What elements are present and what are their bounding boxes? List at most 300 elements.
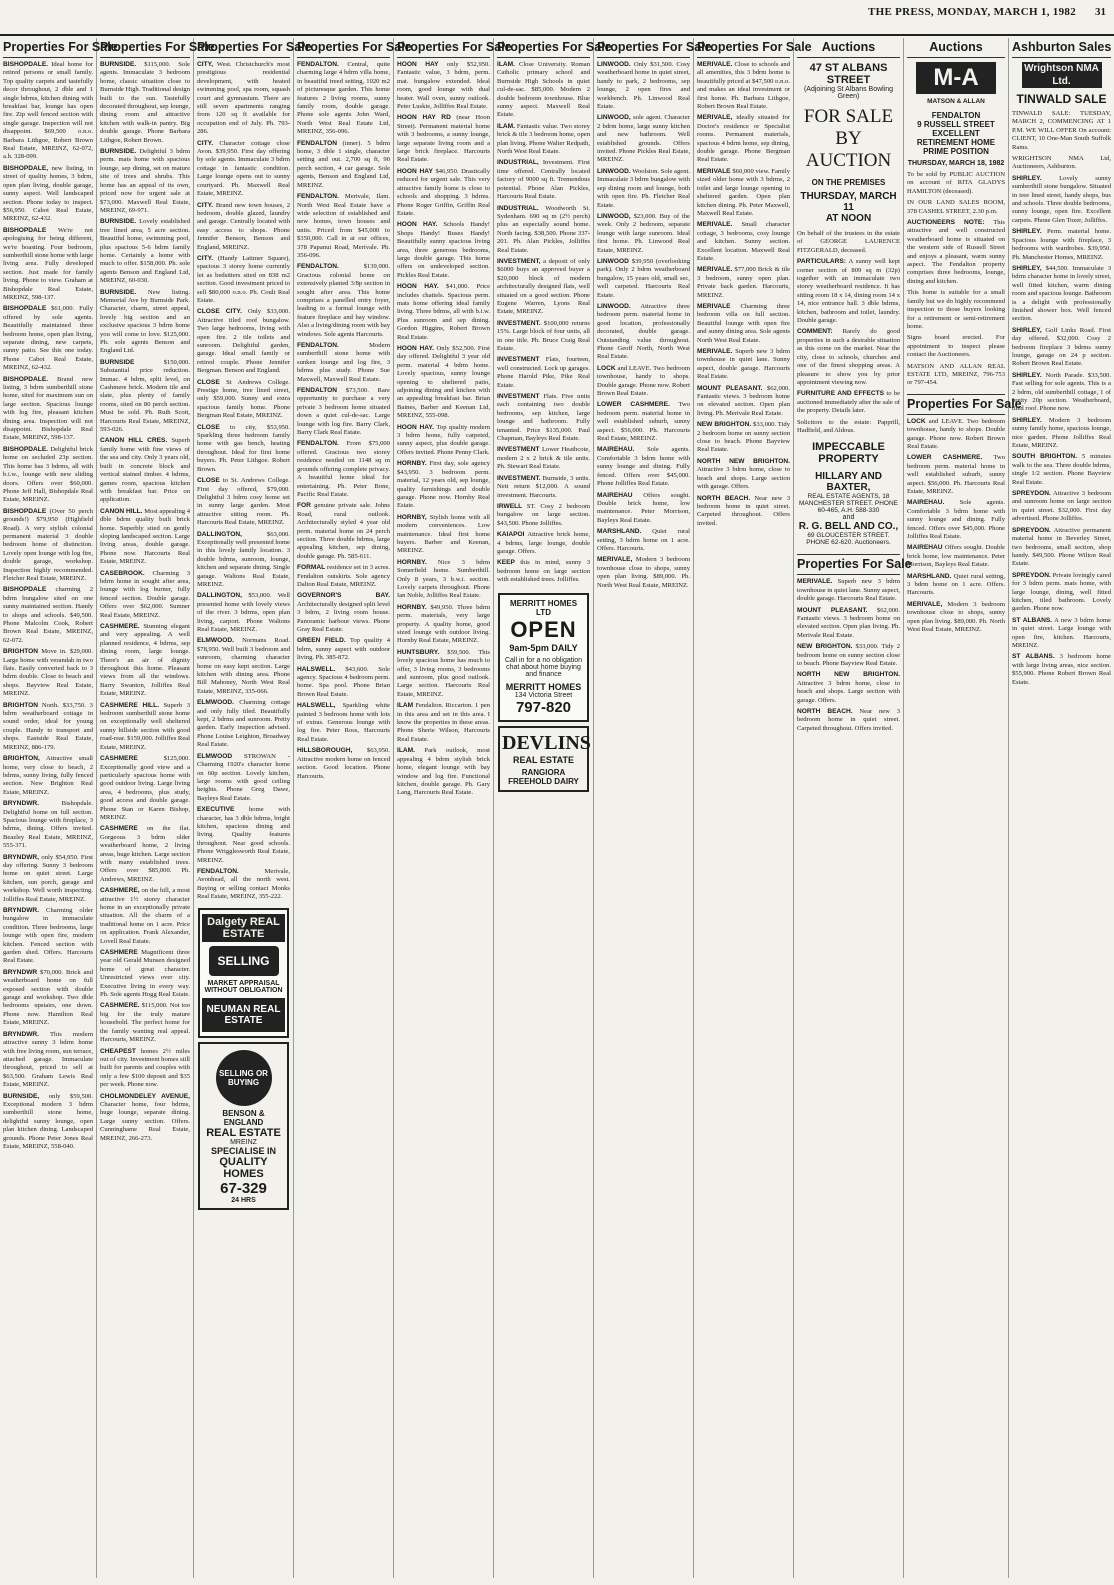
ad-list [497,61,590,585]
firm-2: R. G. BELL AND CO., [798,521,899,533]
classified-ad [1012,155,1111,172]
auction2-suburb: FENDALTON [931,111,981,120]
classified-ad [197,140,290,199]
classified-ad [907,454,1005,496]
ad-heading: CASHMERE. [100,623,140,630]
ad-text: only $59,500. Exceptional modern 3 bdrm sumberthill stone home, delightful sunny lounge, open plan kitchen dining. Landscaped grounds. Phone Peter Jones Real Estate, MREINZ, 558-040. [3,1092,93,1150]
ad-text: Top quality 4 bdrm, sunny aspect with outdoor living. Ph. 385-872. [297,637,390,662]
ad-text: Private lovingly cared for 3 bdrm perm. mats home, with large lounge, dining, well fitted kitchen, tiled bathroom. Lovely garden. Phone now. [1012,571,1111,613]
ad-list [3,61,93,1151]
classified-ad [3,755,93,797]
ad-heading: BURNSIDE. [100,218,137,226]
ad-list [197,61,290,902]
firm-1-details: REAL ESTATE AGENTS, 18 MANCHESTER STREET. PHONE 60-465, A.H. 588-330 [799,493,898,515]
ad-text: (inner). 5 bdrm home, 3 dble 1 single, character setting and out. 2,700 sq ft, 90 perch section, 4 car garage. Sole agents, Benson and England Ltd, MREINZ. [297,139,390,189]
ad-text: only $52,950. Fantastic value, 3 bdrm, perm. mat. bungalow extended. Ideal room, good lounge with dual heater. Wall oven, sunny outlook. Peter Luskie, Jolliffes Real Estate. [397,61,491,111]
classified-ad [597,528,690,553]
ad-heading: SPREYDON. [1012,490,1051,498]
ad-text: on the hill, a most attractive 1½ storey character home in an exceptionally private situation. All the charm of a traditional home on 1 acre. Price on application. Frank Alexander, Lovell Real Estate. [100,887,190,945]
classified-ad [3,1093,93,1152]
classified-ad [497,393,590,443]
ad-text: $62,000. Fantastic views. 3 bedroom home on elevated section. Open plan living. Ph. Merivale Real Estate. [797,606,900,639]
ad-text: Ideal home for retired persons or small family. Top quality carpets and tastefully decor throughout, 2 dble and 1 single bdrms, kitchen dining with breakfast bar, lounge has open fire. Zip well fenced section with single garage. Inspection will not disappoint. $69,500 o.n.o. Barbara Lithgoe, Robert Brown Real Estate, MREINZ, 62-072, a.h. 328-099. [3,61,93,161]
classified-ad [397,168,490,218]
ad-heading: CITY, [197,61,214,68]
classified-ad [100,437,190,504]
ad-text: Attractive 3 bdrm home, close to beach and shops. Large section with garage. Offers. [697,466,790,491]
ad-text: Stylish home with all modern conveniences. Low maintenance. Ideal first home buyers. Barber and Keenan, MREINZ. [397,513,490,555]
ad-text: $77,000 Brick & tile 3 bedroom, sunny open plan. Private back garden. Harcourts, MREINZ. [697,266,790,299]
ad-heading: BISHOPDALE [3,305,47,313]
ad-heading: MARSHLAND. [597,528,642,536]
column-heading: Properties For Sale [3,38,93,58]
auction-headline: FOR SALE BY AUCTION [803,106,894,171]
ad-text: 3 bedroom home with large living areas, nice section. $55,900. Phone Robert Brown Real Estate. [1012,653,1111,686]
ad-text: West. Christchurch's most prestigious residential development, with heated swimming pool, spa room, squash court and gymnasium. There are still seven apartments ranging from 120 sq ft available for occupation end of July. Ph. 793-286. [197,61,290,136]
ad-heading: INDUSTRIAL, [497,159,539,167]
classified-ad [297,140,390,190]
classified-ad [597,258,690,300]
publication-date: THE PRESS, MONDAY, MARCH 1, 1982 [867,6,1076,18]
classified-ad [100,825,190,884]
classified-ad [197,379,290,421]
ad-text: $33,000. Tidy 2 bedroom home on sunny section close to beach. Phone Bayview Real Estate. [697,421,790,454]
hours-label: 24 HRS [231,1196,256,1204]
quality-homes-label: QUALITY HOMES [219,1155,268,1180]
ad-text: Normans Road. $78,950. Well built 3 bedroom and sunroom, charming character home on easy kept section. Large kitchen with dining area. Phone Bill Mahoney, North West Real Estate, MREINZ, 335-066. [197,637,290,695]
ad-heading: INVESTMENT. [497,474,541,482]
ad-heading: BURNSIDE, [3,1092,40,1100]
column-heading: Properties For Sale [497,38,590,58]
column-heading: Properties For Sale [797,554,900,575]
classified-ad [3,854,93,904]
ad-text: Top quality modern 3 bdrm home, fully carpeted, sunny aspect, plus double garage. Offers invited. Phone Penny Clark. [397,423,491,456]
ad-heading: CLOSE [197,477,220,485]
ad-heading: HORNBY. [397,558,427,566]
ad-heading: NORTH BEACH. [797,708,853,716]
ad-heading: INVESTMENT, [497,257,541,265]
firm-2-details: 69 GLOUCESTER STREET. PHONE 62-620. Auctioneers. [806,532,891,547]
ad-text: $41,000. Price includes chattels. Spacious perm. mats home offering ideal family living. Three bdrms, all with b.i.w. Plus sunroom and sep dining. Gordon Higgins, Robert Brown Real Estate. [397,283,490,341]
ad-heading: BRYNDWR. [3,907,40,914]
masthead [0,0,1114,36]
ad-text: Brand new town houses, 2 bedroom, double glazed, laundry and garage. Centrally located with easy access to shops. Phone Jennifer Benson, Benson and England, MREINZ. [197,201,291,251]
ad-heading: HUNTSBURY. [397,648,440,656]
classified-ad [907,418,1005,452]
classified-ad [3,907,93,966]
ad-list [1012,110,1111,687]
selling-buying-circle: SELLING OR BUYING [216,1050,272,1106]
ad-text: ideally situated for Doctor's residence or Specialist rooms. Permanent materials, spacious 4 bdrm home, sep dining, double garage. Phone Bergman Real Estate. [697,114,790,164]
classified-ad [697,168,790,218]
ad-text: Schools Handy! Shops Handy! Buses Handy! Beautifully sunny spacious living area, three generous bedrooms, large double garage. This home offers on undeveloped section. Pickles Real Estate. [397,221,490,279]
classified-ad [797,230,900,255]
ad-heading: FENDALTON. [297,440,339,448]
classified-ad [1012,653,1111,687]
ad-heading: MERIVALE, [597,556,633,564]
ad-heading: MERIVALE, [697,114,733,122]
column-heading: Properties For Sale [907,394,1005,415]
ad-heading: ELMWOOD [197,752,233,760]
auction-address: 47 ST ALBANS STREET [809,62,888,86]
real-estate-label: REAL ESTATE [206,1126,281,1139]
classified-ad [597,492,690,526]
ad-text: TINWALD SALE: TUESDAY, MARCH 2, COMMENCING AT 1 P.M. WE WILL OFFER On account: CLIENT, 10 One-Man South Suffolk Rams. [1012,110,1111,151]
ad-text: Character cottage close Avon. $39,950. First day offering by sole agents. Immaculate 3 bdrm cottage in fantastic condition. Large lounge opens out to sunny courtyard. Ph. Maxwell Real Estate, MREINZ. [197,139,290,198]
ad-heading: CLOSE [197,378,220,386]
ad-heading: PARTICULARS: [797,258,846,266]
ad-text: Sparkling white painted 3 bedroom home with lots of extras. Generous lounge with log fire. Peter Ross, Harcourts Real Estate. [297,702,390,743]
ad-heading: CLOSE CITY. [197,308,242,316]
ad-text: Architecturally designed split level 3 bdrm, 2 living room house. Panoramic harbour views. Phone Gray Real Estate. [297,600,390,633]
ad-text: $70,000. Brick and weatherboard home on full exposed section with double garage and workshop. Two dble bedrooms upstairs, one down. Phone now. Hamilton Real Estate, MREINZ. [3,968,93,1027]
ad-heading: HORNBY. [397,603,427,611]
classified-ad [597,556,690,590]
ad-text: $49,950. Three bdrm perm. materials, very large property. A quality home, good sized lounge with outdoor living. Hornby Real Estate, MREINZ. [397,603,490,645]
ad-text: Lovely sunny sumberthill stone bungalow. Situated in tree lined street, handy shops, bus and schools. Three double bedrooms, sunny lounge, open fire. Excellent carpets. Phone Glen Tozer, Jolliffes. [1012,174,1111,224]
classified-ad [497,531,590,556]
ad-heading: MERIVALE, [907,600,943,608]
ad-heading: LOCK [907,417,926,425]
ad-list [697,61,790,528]
ad-heading: MERIVALE. [697,221,733,229]
classified-ad [497,258,590,317]
ad-heading: HORNBY. [397,460,427,468]
ad-heading: KAIAPOI [497,531,525,539]
ad-text: Superb new 3 bdrm townhouse in quiet lane. Sunny aspect, double garage. Harcourts Real Estate. [797,578,900,603]
ad-heading: CASHMERE, [100,887,140,895]
classified-ad [907,573,1005,598]
ad-text: Park outlook, most appealing 4 bdrm stylish brick home, elegant lounge with bay window and log fire. Functional kitchen, double garage. Ph. Gary Lang, Harcourts Real Estate. [397,747,490,797]
ad-heading: ILAM. [497,122,515,130]
ad-heading: BURNSIDE. [100,148,137,156]
ad-heading: IRWELL [497,502,523,510]
ad-text: Quiet rural setting, 3 bdrm home on 1 acre. Offers. Harcourts. [597,528,690,552]
column-ashburton [1009,38,1114,1578]
classified-ad [3,702,93,752]
column-heading: Properties For Sale [197,38,290,58]
ad-heading: HOON HAY. [397,423,434,431]
ad-text: Flats, fourteen, well constructed. Lock up garages. Phone Harold Pike, Pike Real Estate. [497,356,590,389]
ad-text: Modern 3 bedroom townhouse close to shops, sunny open plan living. $89,000. Ph. North West Real Estate, MREINZ. [907,600,1005,634]
ad-text: Modern 3 bedroom sunny family home, spacious lounge, nice garden. Phone Jolliffes Real Estate, MREINZ. [1012,416,1111,450]
classified-ad [297,747,390,781]
phone-number: 67-329 [220,1179,267,1197]
ad-heading: NEW BRIGHTON. [797,643,853,651]
ad-heading: LOWER CASHMERE. [907,454,983,462]
ad-heading: FORMAL [297,564,326,572]
ad-text: Quiet rural setting, 3 bdrm home on 1 acre. Offers. Harcourts. [907,572,1005,597]
ad-text: $59,500. This lovely spacious home has much to offer, 3 living rooms, 3 bedrooms and sunroom, plus good outlook. Large section. Harcourts Real Estate, MREINZ. [397,648,490,698]
ad-heading: ELMWOOD. [197,699,234,707]
ad-text: residence set in 3 acres. Fendalton outskirts. Sole agency Dalton Real Estate, MREINZ. [297,564,390,588]
ad-heading: BISHOPDALE. [3,375,49,383]
classified-ad [3,165,93,224]
ad-heading: MAIREHAU [907,544,943,552]
ad-heading: KEEP [497,559,515,567]
column-heading: Properties For Sale [697,38,790,58]
ad-text: $44,500. Immaculate 3 bdrm character home in lovely street, well fitted kitchen, warm dining room and spacious lounge. Bathroom is a delight with professionally finished shower box. Well fenced section. [1012,264,1111,323]
classified-ad [1012,453,1111,487]
ad-text: genuine private sale. Johns Road, rural outlook. Architecturally styled 4 year old perm. material home on 24 perch section. Three double bdrms, large appealing kitchen, sep dining, double garage. Ph. 585-611. [297,502,390,560]
classified-ad [907,363,1005,388]
classified-ad [497,559,590,584]
ad-text: home with character, has 3 dble bdrms, bright kitchen, spacious dining and living. Quality features throughout. Near good schools. Phone Wrigglesworth Real Estate, MREINZ. [197,806,290,864]
classified-ad [3,1031,93,1090]
classified-ad [1012,175,1111,225]
ad-text: charming 2 bdrm bungalow sited on one sunny maintained section. Handy to shops and schools. $49,500. Phone Malcolm Cook, Robert Brown Real Estate, MREINZ, 62-072. [3,586,93,644]
classified-ad [1012,372,1111,414]
ad-heading: ILAM. [497,61,515,68]
open-label: OPEN [510,616,577,642]
ad-text: Magnificent three year old Gerald Munsen designed home of great character. Unrestricted views over city. Executive living in every way. Ph. Sole agents Hogg Real Estate. [100,949,190,999]
classified-ad [497,61,590,120]
ad-text: (Handy Latimer Square), spacious 3 storey home currently let as bedsitters sited on 838 m2 section. Good investment priced to sell $80,000 o.n.o. Ph. Coult Real Estate. [197,254,290,304]
ad-heading: ELMWOOD. [197,637,234,645]
ad-text: We're not apologising for being different, we're boasting. Four bedroom, sumberthill stone home with large living area. Fully developed section. Just made for family living. Phone to view. Graham at Bishopdale Real Estate, MREINZ, 598-137. [3,226,93,301]
ad-heading: MERIVALE. [697,348,733,355]
ad-heading: BISHOPDALE [3,507,47,515]
classified-ad [397,424,490,458]
classified-ad [297,61,390,137]
ad-text: On behalf of the trustees in the estate of GEORGE LAURENCE FITZGERALD, deceased. [797,230,900,254]
appraisal-text: MARKET APPRAISAL WITHOUT OBLIGATION [204,979,283,994]
ad-heading: HOON HAY. [397,221,438,229]
ad-text: Flats. Five units each containing two double bedrooms, sep kitchen, large lounge and bathroom. Fully tenanted. Price $135,000. Paul Chapman, Bayleys Real Estate. [497,393,590,443]
ad-text: $46,950. Drastically reduced for urgent sale. This very attractive family home is close to schools and shopping. 3 bdrms. Phone Roger Griffin, Griffin Real Estate. [397,167,491,217]
auction2-address: 9 RUSSELL STREET [917,120,995,129]
classified-ad [1012,490,1111,524]
classified-ad [797,419,900,436]
ad-text: $23,000. Buy of the week. Only 2 bedroom, separate lounge with large sunroom. Ideal first home. Ph. Linwood Real Estate, MREINZ. [597,212,690,254]
ad-text: Merivale, Ilam. North West Real Estate have a wide selection of established and new homes, town houses and units. Priced from $45,000 to $350,000. Call in at our offices, 378 Papanui Road, Merivale. Ph. 356-096. [297,193,390,259]
classified-ad [397,460,490,510]
classified-ad [907,601,1005,635]
classified-ad [100,949,190,999]
ad-heading: HOON HAY. [397,345,434,352]
classified-ad [797,578,900,603]
ad-text: IN OUR LAND SALES ROOM, 378 CASHEL STREET, 2.30 p.m. [907,199,1005,215]
ad-heading: NORTH NEW BRIGHTON. [697,457,790,465]
ad-text: STROWAN - Charming 1920's character home on 60p section. Lovely kitchen, large rooms with good ceiling heights. Phone Greg Dawe, Bayleys Real Estate. [197,752,290,802]
classified-ad [397,559,490,601]
ad-text: a deposit of only $6000 buys an approved buyer a $20,000 block of modern architecturally designed flats, well situated on a good section. Phone Eugene Warren, Lyons Real Estate, MREINZ. [497,257,590,316]
ad-heading: BISHOPDALE, [3,164,49,172]
ad-heading: DALLINGTON, [197,592,242,600]
ad-heading: EXECUTIVE [197,806,235,814]
classified-ad [907,219,1005,286]
ad-heading: CITY. [197,254,214,262]
ad-text: Woodworth St. Sydenham. 690 sq m (2½ perch) plus an especially sound home. North facing. $38,500. Phone 337-201. Ph. Alan Pickles, Jolliffes Real Estate. [497,204,590,254]
ad-text: Fendalton. Riccarton. 1 pen in this area and set in this area. I know the properties in these areas. Phone Sherie Wilson, Harcourts Real Estate. [397,702,490,743]
ad-text: ST. Cosy 2 bedroom bungalow on large section. $43,500. Phone Jolliffes. [497,502,590,527]
classified-ad [297,342,390,384]
ad-heading: HOON HAY RD [397,114,451,122]
classified-ad [497,475,590,500]
ad-heading: BISHOPDALE. [3,61,49,68]
column-heading: Auctions [797,38,900,58]
ad-heading: FENDALTON [297,387,338,395]
classified-ad [497,503,590,528]
ad-text: Attractive three bedroom perm. material home in good location, professionally decorated, double garage. Outstanding value throughout. Phone Geoff North, North West Real Estate. [597,302,690,361]
ad-text: Attractive permanent material home in Beverley Street, two bedrooms, small section, shop handy. $49,500. Phone Wilton Real Estate. [1012,526,1111,568]
classified-ad [1012,527,1111,569]
classified-ad [497,320,590,354]
ad-text: This attractive and well constructed weatherboard home is situated on the western side of Russell Street and enjoys a pleasant, warm sunny aspect. The Fendalton property comprises three bedrooms, lounge, dining and kitchen. [907,219,1005,285]
classified-ad [3,800,93,850]
ad-text: Attractive 3 bedroom and sunroom home on large section in quiet street. $32,000. First day advertised. Phone Jolliffes. [1012,490,1111,523]
ad-text: Superb 3 bedroom sumberthill stone home on exceptionally well sheltered sunny hillside section with good road-rear. $159,000. Jolliffes Real Estate, MREINZ. [100,701,190,751]
classified-ad [197,531,290,590]
ad-text: $139,000. Gracious colonial home on extensively planted 3/8p section in sought after area. This home comprises a panelled entry foyer, leading to a formal lounge with feature fireplace and bay window. Also a living/dining room with bay windows. Sole agents Harcourts. [297,263,390,338]
ad-text: Sole agents. Comfortable 3 bdrm home with sunny lounge and dining. Fully fenced. Offers over $45,000. Phone Jolliffes Real Estate. [907,499,1005,541]
benson-england-ad [198,1042,289,1210]
tinwald-sale-heading: TINWALD SALE [1016,92,1107,106]
ad-heading: BISHOPDALE [3,586,47,594]
ad-heading: BISHOPDALE. [3,445,49,453]
classified-ad [907,289,1005,331]
ad-text: From $75,000 offered. Gracious two storey residence nestled on 1148 sq m grounds offering complete privacy. A beautiful home ideal for entertaining. Ph. Peter Bone, Pacific Real Estate. [297,440,390,498]
classified-ad [197,308,290,375]
ad-text: This modern attractive sunny 3 bdrm home with free living room, sun terrace, attached garage. Immaculate throughout, priced to sell at $63,500. Graham Lewis Real Estate, MREINZ. [3,1030,94,1089]
ad-text: Near new 3 bedroom home in quiet street. Carpeted throughout. Offers invited. [797,708,900,732]
matson-allan-ad [907,62,1005,167]
ad-text: Brand new listing, 3 bdrm sumberthill stone home, sited for maximum sun on large section. Spacious lounge with log fire, pleasant kitchen dining area. Inspection will not disappoint. Bishopdale Real Estate, MREINZ, 598-137. [3,375,93,442]
ad-heading: INDUSTRIAL. [497,204,539,212]
ad-text: Near new 3 bedroom home in quiet street. Carpeted throughout. Offers invited. [697,494,790,527]
classified-ad [697,421,790,455]
ad-heading: CITY. [197,201,214,209]
ad-text: $61,000. Fully offered by sole agents. Beautifully maintained three bedroom home, open plan living, separate dining, new carpets, sunny patio. See this one today. Phone Cabot Real Estate, MREINZ, 62-432. [3,305,93,372]
classified-ad [907,499,1005,541]
classified-ad [197,753,290,803]
ad-heading: MAIREHAU. [907,499,945,507]
classified-ad [1012,228,1111,262]
auction2-sub: PRIME POSITION [923,147,989,156]
ad-text: to St. Andrews College. First day offered, $79,000. Delightful 3 bdrm cosy home set in sunny large garden. Most attractive sitting room. Ph. Harcourts Real Estate, MREINZ. [197,477,290,527]
auction-time: AT NOON [825,213,872,224]
classified-ad [100,61,190,145]
column-auctions-2 [904,38,1022,1578]
ad-heading: LOCK [597,364,616,372]
ad-text: Delightful brick home on secluded 23p section. This home has 3 bdrms, all with b.i.w., lounge with new sliding doors. Offers over $60,000. Phone Jeff Hall, Bishopdale Real Estate, MREINZ. [3,445,93,504]
ad-text: (near Hoon Street). Permanent material home with 3 bedrooms, a sunny lounge, large separate living room and a large brick fireplace. Harcourts Real Estate. [397,114,491,164]
ad-heading: MERIVALE [697,302,731,310]
classified-ad [397,345,490,421]
ad-heading: ILAM. [397,747,415,755]
ad-heading: BURNSIDE. [100,61,137,68]
classified-ad [197,699,290,749]
ad-heading: LINWOOD. [597,61,631,68]
auction-date: THURSDAY, MARCH 11 [800,191,897,213]
ad-text: Attractive 3 bdrm home, close to beach and shops. Large section with garage. Offers. [797,679,900,704]
ad-list [100,61,190,1143]
auctioneers-block [797,471,900,546]
classified-ad [197,61,290,137]
ad-heading: FENDALTON. [297,342,339,349]
ad-heading: NORTH NEW BRIGHTON. [797,671,900,679]
ad-heading: BRIGHTON [3,701,39,709]
neuman-logo: NEUMAN REAL ESTATE [202,998,285,1032]
ad-heading: LINWOOD, [597,114,631,122]
classified-ad [100,623,190,699]
ad-text: Superb new 3 bdrm townhouse in quiet lane. Sunny aspect, double garage. Harcourts Real Estate. [697,348,790,381]
ad-heading: AUCTIONEERS NOTE: [907,219,985,227]
ad-heading: MERIVALE [697,167,731,175]
classified-ad [397,114,490,164]
open-hours: 9am-5pm DAILY [509,642,578,653]
ad-heading: FENDALTON. [297,61,339,68]
classified-ad [3,61,93,162]
ad-text: $73,500. Rare opportunity to purchase a very private 3 bedroom home situated down a quiet cul-de-sac. Large lounge with log fire. Barry Clark, Barry Clark Real Estate. [297,387,390,437]
classified-ad [697,495,790,529]
ad-text: $39,950 (overlooking park). Only 2 bdrm weatherboard bungalow, 15 years old, small sec, well carpeted. Harcourts Real Estate. [597,257,690,299]
ad-text: $100,000 returns 15%. Large block of four units, all in one title. Ph. Bruce Craig Real Estate. [497,319,590,352]
ad-text: Perm. material home. Spacious lounge with fireplace, 3 bedrooms with wardrobes. $39,950. Ph. Manchester Homes, MREINZ. [1012,228,1111,261]
column-heading: Properties For Sale [100,38,190,58]
classified-ad [397,61,490,111]
ad-text: To be sold by PUBLIC AUCTION on account of RITA GLADYS HAMILTON (deceased). [907,171,1005,195]
ad-heading: BURNSIDE. [100,288,137,296]
page-number: 31 [1095,6,1106,18]
ad-heading: FENDALTON. [297,263,339,271]
ad-text: Solicitors to the estate: Papprill, Hadfield, and Aldous. [797,418,900,434]
classified-ad [197,255,290,305]
ad-text: Only $52,500. First day offered. Delightful 3 year old perm. material 4 bdrm home. Lovely spacious, sunny lounge opening to sheltered patio, adjoining dining and kitchen with an appealing breakfast bar. Brian Baines, Barber and Keenan Ltd, MREINZ, 555-098. [397,345,490,420]
ad-heading: CHEAPEST [100,1047,136,1055]
classified-ad [697,458,790,492]
ad-heading: SHIRLEY, [1012,326,1042,334]
ad-text: WRIGHTSON NMA Ltd, Auctioneers, Ashburton. [1012,155,1111,171]
ad-text: new listing, in street of quality homes, 3 bdrm, open plan living, double garage, sunny aspect. Well landscaped section. Phone today to inspect. $56,950. Cabot Real Estate, MREINZ, 62-432. [3,164,93,223]
ad-heading: SHIRLEY. [1012,174,1042,182]
merritt-phone: 797-820 [515,698,572,716]
classified-ad [297,564,390,589]
classified-ad [3,376,93,443]
merritt-name: MERRITT HOMES [505,681,582,692]
classified-ad [397,747,490,797]
ad-heading: FENDALTON. [297,193,339,201]
ad-heading: CASHMERE [100,825,138,833]
classified-ad [197,202,290,252]
classified-ad [100,289,190,356]
ad-text: Lower Heathcote, modern 2 x 2 brick & tile units. Ph. Stewart Real Estate. [497,446,590,471]
ad-heading: CANON HILL. [100,507,143,515]
ad-heading: INVESTMENT. [497,319,541,327]
column-heading: Properties For Sale [597,38,690,58]
ad-heading: LINWOOD, [597,212,631,220]
ad-heading: MOUNT PLEASANT. [797,606,868,614]
ad-list [797,230,900,435]
classified-ad [397,604,490,646]
ad-heading: HOON HAY. [397,283,439,291]
column-heading: Ashburton Sales [1012,38,1111,58]
ad-text: this in mind, sunny 3 bedroom home on large section with established trees. Jolliffes. [497,559,590,584]
classified-ad [1012,110,1111,152]
ad-text: Delightful 3 bdrm perm. mats home with spacious lounge, sep dining, set on mature site of trees and shrubs. This home has an appeal of its own, priced now for urgent sale at $73,000. Maxwell Real Estate, MREINZ, 69-971. [100,148,190,214]
classified-ad [907,171,1005,196]
ad-text: $125,000. Exceptionally good view and a particularly spacious home with good outdoor living. Large living area, 4 bedrooms, plus study, good access and double garage. Phone Stan or Karen Bishop, MREINZ. [100,755,190,821]
classified-ad [100,1002,190,1044]
ad-text: $115,000. Not too big for the truly mature household. The perfect home for the family wanting real appeal. Harcourts, MREINZ. [100,1002,190,1044]
ad-heading: FURNITURE AND EFFECTS [797,390,885,398]
ad-list [597,61,690,590]
ad-text: $63,000. Exceptionally well presented home in this lovely family location. 3 double bdrms, sunroom, lounge, kitchen and separate dining. Single garage. Waltons Real Estate, MREINZ. [197,530,290,588]
classified-ad [497,356,590,390]
ad-heading: LINWOOD. [597,167,631,175]
ad-heading: SHIRLEY, [1012,264,1042,272]
classified-ad [197,806,290,865]
